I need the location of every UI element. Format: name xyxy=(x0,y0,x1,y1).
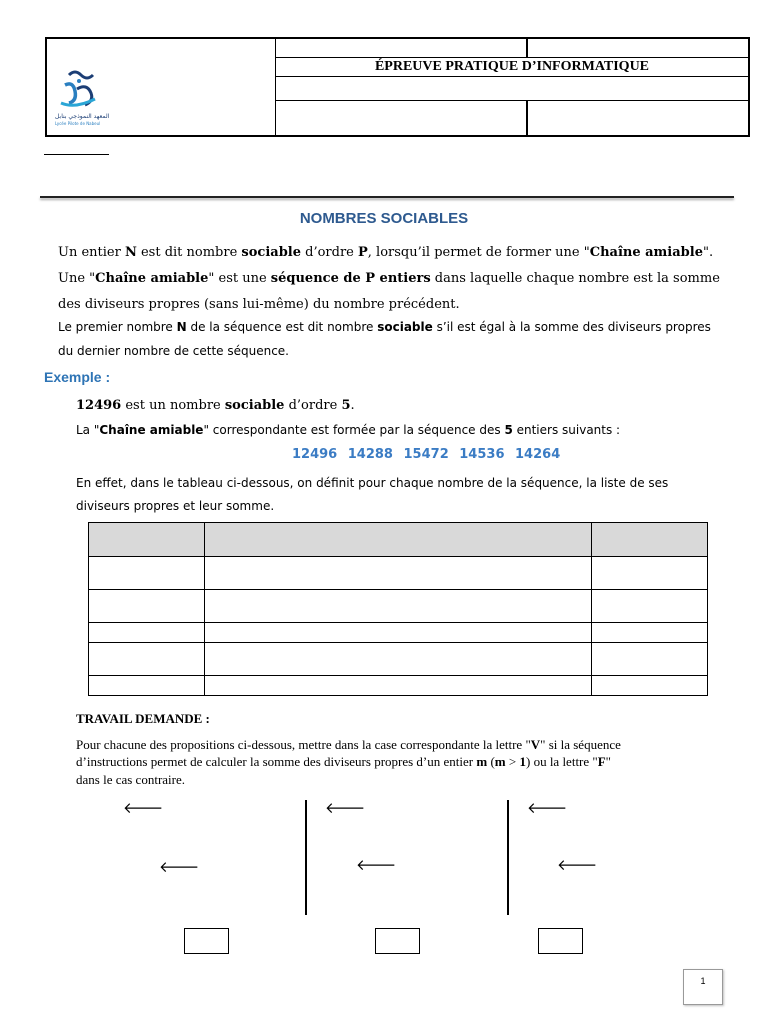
arrow-icon: 🡐 xyxy=(159,858,200,876)
answer-box-1[interactable] xyxy=(184,928,229,954)
table-cell xyxy=(592,643,708,676)
short-divider xyxy=(44,154,109,155)
divisors-table xyxy=(88,522,708,696)
exam-title: ÉPREUVE PRATIQUE D’INFORMATIQUE xyxy=(374,59,650,74)
intro-line-1: Un entier N est dit nombre sociable d’ordre P, lorsqu’il permet de former une "Chaîne amiable". xyxy=(58,245,714,260)
table-row xyxy=(89,623,708,643)
work-line-1: Pour chacune des propositions ci-dessous, mettre dans la case correspondante la lettre "V" si la séquence xyxy=(76,737,621,752)
header-cell xyxy=(592,523,708,557)
table-row xyxy=(89,590,708,623)
table-cell xyxy=(592,676,708,696)
header-row-4-split xyxy=(526,101,528,135)
example-line-3: En effet, dans le tableau ci-dessous, on définit pour chaque nombre de la séquence, la liste de ses xyxy=(76,476,669,490)
header-row-4 xyxy=(276,101,748,135)
section-title: NOMBRES SOCIABLES xyxy=(299,210,469,227)
table-cell xyxy=(204,623,591,643)
answer-box-2[interactable] xyxy=(375,928,420,954)
table-cell xyxy=(204,676,591,696)
header-cell xyxy=(89,523,205,557)
table-cell xyxy=(204,557,591,590)
header-row-title xyxy=(276,58,748,77)
example-label: Exemple : xyxy=(44,369,111,385)
header-row-3 xyxy=(276,77,748,101)
example-line-1: 12496 est un nombre sociable d’ordre 5. xyxy=(76,398,355,413)
table-header-row xyxy=(89,523,708,557)
arrow-icon: 🡐 xyxy=(356,856,397,874)
example-line-4: diviseurs propres et leur somme. xyxy=(76,499,275,513)
table-cell xyxy=(89,623,205,643)
table-cell xyxy=(592,623,708,643)
table-cell xyxy=(89,557,205,590)
long-divider xyxy=(40,196,734,198)
logo-caption-fr: Lycée Pilote de Nabeul xyxy=(55,121,101,126)
example-sequence: 12496 14288 15472 14536 14264 xyxy=(292,447,561,462)
arrow-icon: 🡐 xyxy=(325,799,366,817)
table-cell xyxy=(204,643,591,676)
work-line-2: d’instructions permet de calculer la somme des diviseurs propres d’un entier m (m > 1) ou la lettre "F" xyxy=(76,754,611,769)
logo-caption-ar: المعهد النموذجي بنابل xyxy=(55,113,110,120)
table-cell xyxy=(89,590,205,623)
work-line-3: dans le cas contraire. xyxy=(76,772,186,787)
table-cell xyxy=(89,643,205,676)
intro-line-5: du dernier nombre de cette séquence. xyxy=(58,344,289,358)
school-logo-cell xyxy=(47,39,276,135)
table-cell xyxy=(89,676,205,696)
intro-line-4: Le premier nombre N de la séquence est dit nombre sociable s’il est égal à la somme des diviseurs propres xyxy=(58,320,711,334)
intro-line-2: Une "Chaîne amiable" est une séquence de P entiers dans laquelle chaque nombre est la somme xyxy=(58,271,720,286)
header-row-1-split xyxy=(526,39,528,58)
table-cell xyxy=(592,557,708,590)
column-separator xyxy=(305,800,307,915)
arrow-icon: 🡐 xyxy=(527,799,568,817)
table-row xyxy=(89,676,708,696)
table-cell xyxy=(592,590,708,623)
arrow-icon: 🡐 xyxy=(123,799,164,817)
table-row xyxy=(89,557,708,590)
header-cell xyxy=(204,523,591,557)
table-cell xyxy=(204,590,591,623)
answer-box-3[interactable] xyxy=(538,928,583,954)
header-table xyxy=(45,37,750,137)
intro-line-3: des diviseurs propres (sans lui-même) du nombre précédent. xyxy=(58,297,460,312)
arrow-icon: 🡐 xyxy=(557,856,598,874)
table-row xyxy=(89,643,708,676)
header-row-1 xyxy=(276,39,748,58)
column-separator xyxy=(507,800,509,915)
example-line-2: La "Chaîne amiable" correspondante est formée par la séquence des 5 entiers suivants : xyxy=(76,423,621,437)
work-title: TRAVAIL DEMANDE : xyxy=(76,711,210,726)
page-number: 1 xyxy=(683,969,723,1005)
